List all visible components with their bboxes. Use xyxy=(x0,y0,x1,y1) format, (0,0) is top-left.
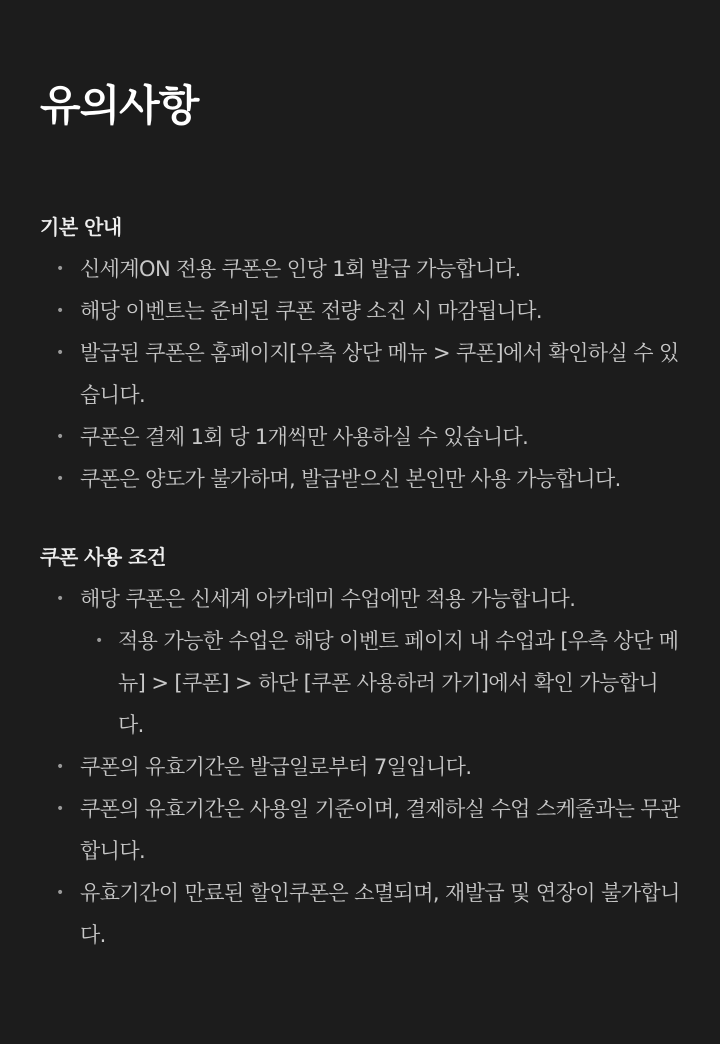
list-item xyxy=(40,248,680,290)
list-item xyxy=(40,290,680,332)
bullet-icon: • xyxy=(56,429,64,445)
list-item-text: 신세계ON 전용 쿠폰은 인당 1회 발급 가능합니다. xyxy=(80,257,521,281)
section-coupon-conditions xyxy=(40,542,680,956)
list-item xyxy=(40,416,680,458)
list-item-text: 발급된 쿠폰은 홈페이지[우측 상단 메뉴 > 쿠폰]에서 확인하실 수 있습니다. xyxy=(80,341,679,407)
list-item-text: 쿠폰의 유효기간은 사용일 기준이며, 결제하실 수업 스케줄과는 무관합니다. xyxy=(80,797,680,863)
bullet-icon: • xyxy=(56,303,64,319)
section-heading: 기본 안내 xyxy=(40,215,122,239)
bullet-icon: • xyxy=(56,885,64,901)
sub-list-item xyxy=(80,620,680,746)
list-item xyxy=(40,332,680,416)
sub-list xyxy=(80,620,680,746)
list-item xyxy=(40,458,680,500)
page-title: 유의사항 xyxy=(40,81,199,130)
list-item-text: 쿠폰은 결제 1회 당 1개씩만 사용하실 수 있습니다. xyxy=(80,425,529,449)
section-basic-info xyxy=(40,212,680,500)
list-item xyxy=(40,746,680,788)
bullet-icon: • xyxy=(56,801,64,817)
bullet-icon: • xyxy=(56,591,64,607)
basic-info-list xyxy=(40,248,680,500)
list-item xyxy=(40,788,680,872)
list-item-text: 유효기간이 만료된 할인쿠폰은 소멸되며, 재발급 및 연장이 불가합니다. xyxy=(80,881,680,947)
sub-list-item-text: 적용 가능한 수업은 해당 이벤트 페이지 내 수업과 [우측 상단 메뉴] > [쿠폰] > 하단 [쿠폰 사용하러 가기]에서 확인 가능합니다. xyxy=(118,629,679,737)
list-item xyxy=(40,578,680,746)
list-item xyxy=(40,872,680,956)
bullet-icon: • xyxy=(56,759,64,775)
bullet-icon: • xyxy=(95,633,103,649)
list-item-text: 쿠폰은 양도가 불가하며, 발급받으신 본인만 사용 가능합니다. xyxy=(80,467,621,491)
bullet-icon: • xyxy=(56,471,64,487)
coupon-conditions-list xyxy=(40,578,680,956)
bullet-icon: • xyxy=(56,345,64,361)
list-item-text: 쿠폰의 유효기간은 발급일로부터 7일입니다. xyxy=(80,755,472,779)
bullet-icon: • xyxy=(56,261,64,277)
list-item-text: 해당 이벤트는 준비된 쿠폰 전량 소진 시 마감됩니다. xyxy=(80,299,543,323)
section-heading: 쿠폰 사용 조건 xyxy=(40,545,166,569)
list-item-text: 해당 쿠폰은 신세계 아카데미 수업에만 적용 가능합니다. xyxy=(80,587,576,611)
